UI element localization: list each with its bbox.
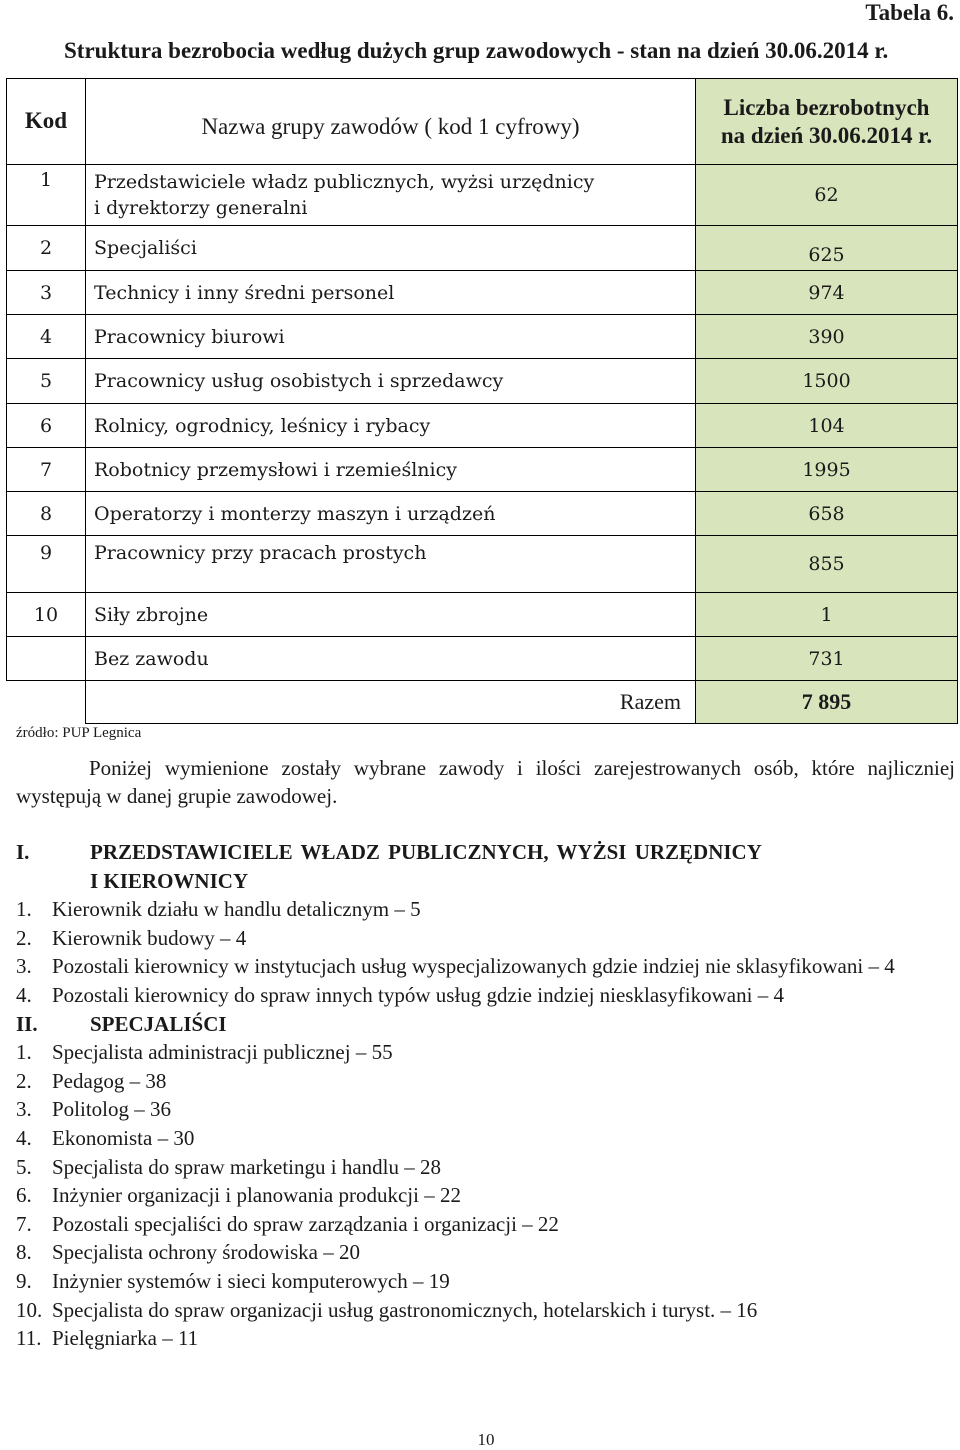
row-value: 658 [696, 492, 958, 536]
table-header-row [7, 79, 958, 165]
item-text: Pozostali specjaliści do spraw zarządzania i organizacji – 22 [52, 1211, 559, 1236]
item-text: Specjalista do spraw organizacji usług gastronomicznych, hotelarskich i turyst. – 16 [52, 1297, 758, 1322]
table-row [7, 637, 958, 681]
item-text: Specjalista ochrony środowiska – 20 [52, 1240, 360, 1265]
item-number: 3. [16, 1097, 32, 1122]
row-code: 2 [7, 226, 86, 271]
row-value: 1500 [696, 359, 958, 404]
section-title: SPECJALIŚCI [90, 1011, 227, 1036]
table-row [7, 226, 958, 271]
item-number: 7. [16, 1211, 32, 1236]
section-title-line2: I KIEROWNICY [90, 868, 249, 893]
item-number: 6. [16, 1183, 32, 1208]
list-item [16, 1153, 955, 1182]
item-number: 9. [16, 1268, 32, 1293]
page-number: 10 [477, 1430, 495, 1449]
row-code: 6 [7, 404, 86, 448]
row-name: Bez zawodu [86, 637, 696, 681]
list-item [16, 1238, 955, 1267]
item-number: 11. [16, 1326, 42, 1351]
list-item [16, 1181, 955, 1210]
item-text: Pozostali kierownicy w instytucjach usług wyspecjalizowanych gdzie indziej nie sklasyfikowani – 4 [52, 954, 895, 979]
item-text: Politolog – 36 [52, 1097, 172, 1122]
table-row [7, 404, 958, 448]
list-item [16, 981, 955, 1010]
header-value-line1: Liczba bezrobotnych [723, 94, 930, 120]
list-item [16, 1095, 955, 1124]
row-code: 7 [7, 448, 86, 492]
item-text: Ekonomista – 30 [52, 1125, 195, 1150]
header-value [696, 79, 958, 165]
section-heading [16, 838, 955, 895]
table-row [7, 492, 958, 536]
item-number: 2. [16, 925, 32, 950]
list-item [16, 1267, 955, 1296]
list-item [16, 1296, 955, 1325]
row-code: 10 [7, 593, 86, 637]
table-row [7, 359, 958, 404]
row-value: 1 [696, 593, 958, 637]
list-item [16, 1210, 955, 1239]
total-value: 7 895 [696, 681, 958, 724]
row-value: 855 [696, 536, 958, 593]
row-value: 625 [696, 226, 958, 271]
item-number: 1. [16, 897, 32, 922]
table-row [7, 593, 958, 637]
row-code: 3 [7, 271, 86, 315]
item-text: Inżynier systemów i sieci komputerowych – 19 [52, 1268, 450, 1293]
section-number: I. [16, 840, 30, 864]
row-name: Operatorzy i monterzy maszyn i urządzeń [86, 492, 696, 536]
section-title-line1: PRZEDSTAWICIELE WŁADZ PUBLICZNYCH, WYŻSI URZĘDNICY [90, 840, 762, 864]
row-name: Pracownicy przy pracach prostych [86, 536, 696, 593]
row-value: 731 [696, 637, 958, 681]
list-item [16, 1124, 955, 1153]
item-text: Kierownik budowy – 4 [52, 925, 247, 950]
row-value: 104 [696, 404, 958, 448]
intro-paragraph: Poniżej wymienione zostały wybrane zawody i ilości zarejestrowanych osób, które najliczniej występują w danej grupie zawodowej. [16, 756, 955, 808]
list-item [16, 952, 955, 981]
item-number: 8. [16, 1240, 32, 1265]
row-value: 390 [696, 315, 958, 359]
total-empty-cell [7, 681, 86, 724]
row-name [86, 165, 696, 226]
table-row [7, 448, 958, 492]
item-text: Inżynier organizacji i planowania produkcji – 22 [52, 1183, 461, 1208]
occupation-list [16, 838, 955, 1353]
item-text: Kierownik działu w handlu detalicznym – 5 [52, 897, 421, 922]
row-name: Rolnicy, ogrodnicy, leśnicy i rybacy [86, 404, 696, 448]
table-number: Tabela 6. [865, 0, 954, 25]
row-name: Pracownicy usług osobistych i sprzedawcy [86, 359, 696, 404]
item-text: Specjalista administracji publicznej – 55 [52, 1040, 393, 1065]
item-number: 4. [16, 1125, 32, 1150]
row-name: Robotnicy przemysłowi i rzemieślnicy [86, 448, 696, 492]
section-title [90, 838, 955, 895]
list-item [16, 1038, 955, 1067]
source-note: źródło: PUP Legnica [16, 725, 142, 741]
header-value-line2: na dzień 30.06.2014 r. [720, 122, 933, 148]
section-heading [16, 1010, 955, 1039]
row-code: 5 [7, 359, 86, 404]
row-code [7, 637, 86, 681]
row-code: 8 [7, 492, 86, 536]
item-number: 1. [16, 1040, 32, 1065]
table-row [7, 315, 958, 359]
row-value: 62 [696, 165, 958, 226]
table-title: Struktura bezrobocia według dużych grup zawodowych - stan na dzień 30.06.2014 r. [64, 38, 889, 63]
row-name-line1: Przedstawiciele władz publicznych, wyżsi urzędnicy [94, 171, 595, 193]
item-text: Pielęgniarka – 11 [52, 1326, 199, 1351]
row-name-line2: i dyrektorzy generalni [94, 197, 308, 219]
item-number: 2. [16, 1068, 32, 1093]
list-item [16, 895, 955, 924]
row-code: 1 [7, 165, 86, 226]
table-row [7, 271, 958, 315]
row-code: 9 [7, 536, 86, 593]
item-text: Specjalista do spraw marketingu i handlu – 28 [52, 1154, 442, 1179]
total-row [7, 681, 958, 724]
row-name: Technicy i inny średni personel [86, 271, 696, 315]
header-code: Kod [7, 79, 86, 165]
item-number: 4. [16, 982, 32, 1007]
row-name: Specjaliści [86, 226, 696, 271]
row-value: 1995 [696, 448, 958, 492]
row-name: Pracownicy biurowi [86, 315, 696, 359]
item-number: 10. [16, 1297, 43, 1322]
item-number: 3. [16, 954, 32, 979]
total-label: Razem [86, 681, 696, 724]
list-item [16, 924, 955, 953]
row-code: 4 [7, 315, 86, 359]
section-number: II. [16, 1011, 38, 1036]
item-text: Pedagog – 38 [52, 1068, 167, 1093]
row-name: Siły zbrojne [86, 593, 696, 637]
table-row [7, 165, 958, 226]
header-name: Nazwa grupy zawodów ( kod 1 cyfrowy) [86, 79, 696, 165]
item-number: 5. [16, 1154, 32, 1179]
table-row [7, 536, 958, 593]
row-value: 974 [696, 271, 958, 315]
list-item [16, 1324, 955, 1353]
item-text: Pozostali kierownicy do spraw innych typów usług gdzie indziej niesklasyfikowani – 4 [52, 982, 784, 1007]
list-item [16, 1067, 955, 1096]
occupation-table [6, 78, 958, 724]
